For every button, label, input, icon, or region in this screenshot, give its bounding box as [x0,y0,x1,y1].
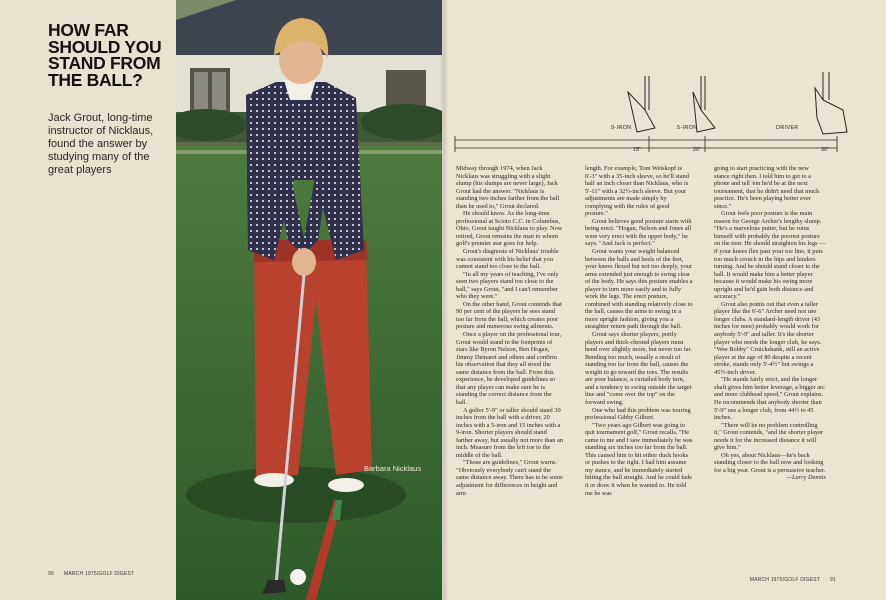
left-issue-line: MARCH 1975/GOLF DIGEST [63,571,135,577]
paragraph: Oh yes, about Nicklaus—he's back standing closer to the ball now and looking for a big year. Grout is a persuasive teacher. [714,451,826,474]
paragraph: On the other hand, Grout contends that 90 per cent of the players he sees stand too far from the ball, which creates poor posture and numerous swing ailments. [456,300,562,331]
article-column-3 [714,165,826,482]
paragraph: Grout feels poor posture is the main reason for George Archer's lengthy slump. "He's a marvelous putter, but he ruins himself with probably the poorest posture on the tour. He should straighten his legs —if your knees flex past your toe line, it puts too much crouch in the hips and hinders turning. And he should stand closer to the ball. It would make him a better player because it would make his swing more upright and he'd gain both distance and accuracy." [714,210,826,301]
paragraph: Grout wants your weight balanced between the balls and heels of the feet, your knees flexed but not too deeply, your arms extended just enough to swing clear of the body. He says this posture enables a player to turn more easily and to fully work the legs. The erect posture, combined with standing relatively close to the ball, causes the arms to swing in a more upright fashion, giving you a straighter return path through the ball. [585,248,693,331]
stance-diagram-graphic [443,70,886,160]
paragraph: One who had this problem was touring professional Gibby Gilbert. [585,406,691,422]
five-iron-club-icon [693,76,715,132]
byline: —Larry Dennis [786,474,826,482]
left-folio [48,571,144,577]
driver-label: DRIVER [776,125,799,131]
photo-caption: Barbara Nicklaus [364,464,422,473]
paragraph: Midway through 1974, when Jack Nicklaus was struggling with a slight slump (his slumps are never large), Jack Grout had the answer. "Nicklaus is standing two inches farther from the ball than he used to," Grout declared. [456,165,560,210]
article-column-1 [456,165,564,497]
stance-diagram [443,70,886,160]
paragraph: Grout's diagnosis of Nicklaus' trouble was consistent with his belief that you cannot stand too close to the ball. [456,248,559,271]
golfer-photo [176,0,442,600]
nine-iron-club-icon [628,76,655,132]
article-column-2 [585,165,693,497]
paragraph: A golfer 5'-9" or taller should stand 30 inches from the ball with a driver, 20 inches with a 5-iron and 15 inches with a 9-iron. Shorter players should stand farther away, but usually not more than an inch. Measure from the left toe to the middle of the ball. [456,406,564,459]
paragraph: Grout also points out that even a taller player like the 6'-6" Archer need not use longer clubs. A standard-length driver (43 inches for men) probably would work for anybody 5'-9" and taller. It's the shorter player who needs the longer club, he says. "Wee Bobby" Cruickshank, still an active player at the age of 80 despite a recent stroke, stands only 5'-4½" but swings a 45½-inch driver. [714,300,822,376]
article-headline: HOW FAR SHOULD YOU STAND FROM THE BALL? [48,20,162,90]
paragraph: "Those are guidelines," Grout warns. "Obviously everybody can't stand the same distance away. There has to be some adjustment for differences in height and arm [456,459,563,497]
right-page-number: 91 [830,577,836,583]
paragraph: Grout believes good posture starts with being erect. "Hogan, Nelson and Jones all were very erect with the upper body," he says. "And Jack is perfect." [585,217,692,248]
five-iron-distance: 20" [693,147,702,153]
paragraph: Grout says shorter players, portly players and thick-chested players must bend over slightly more, but never too far. Bending too much, usually a result of standing too far from the ball, causes the weight to go toward the toes. The results are poor balance, a curtailed body turn, and a tendency to swing outside the target line and "come over the top" on the forward swing. [585,331,692,406]
paragraph: "There will be no problem controlling it," Grout contends, "and the shorter player needs it for the increased distance it will give him." [714,421,824,452]
driver-club-icon [815,72,847,134]
left-page-number: 90 [48,571,54,577]
five-iron-label: 5-IRON [677,125,698,131]
nine-iron-label: 9-IRON [611,125,632,131]
paragraph: "Two years ago Gilbert was going to quit tournament golf," Grout recalls. "He came to me and I saw immediately he was standing six inches too far from the ball. This caused him to hit either duck hooks or pushes to the right. I had him assume my stance, and he immediately started hitting the ball straight. And he could fade it or draw it when he wanted to. He told me he was [585,421,693,497]
paragraph: length. For example, Tom Weiskopf is 6'-3" with a 35-inch sleeve, so he'll stand half an inch closer than Nicklaus, who is 5'-11" with a 32½-inch sleeve. But your adjustments are made simply by complying with the rules of good posture." [585,165,689,218]
paragraph: going to start practicing with the new stance right then. I told him to get to a phone and tell 'em he'd be at the next tournament, that he didn't need that much practice. He's been playing better ever since." [714,165,820,210]
article-deck: Jack Grout, long-time instructor of Nicklaus, found the answer by studying many of the great players [48,112,154,176]
paragraph: "He stands fairly erect, and the longer shaft gives him better leverage, a bigger arc and more clubhead speed," Grout explains. He recommends that anybody shorter than 5'-9" use a longer club, from 44½ to 45 inches. [714,376,825,422]
right-folio [740,577,836,583]
paragraph: "In all my years of teaching, I've only seen two players stand too close to the ball," says Grout, "and I can't remember who they were." [456,270,559,301]
paragraph: He should know. As the long-time professional at Scioto C.C. in Columbus, Ohio, Grout taught Nicklaus to play. Now retired, Grout remains the man to whom golf's premier star goes for help. [456,210,563,248]
driver-distance: 30" [821,147,830,153]
paragraph: Once a player on the professional tour, Grout would stand in the footprints of stars like Byron Nelson, Ben Hogan, Jimmy Demaret and others and confirm his observation that they all stood the same distance from the ball. From this experience, he developed guidelines so that any player can make sure he is standing the correct distance from the ball. [456,331,562,406]
right-issue-line: MARCH 1975/GOLF DIGEST [749,577,821,583]
nine-iron-distance: 15" [633,147,642,153]
